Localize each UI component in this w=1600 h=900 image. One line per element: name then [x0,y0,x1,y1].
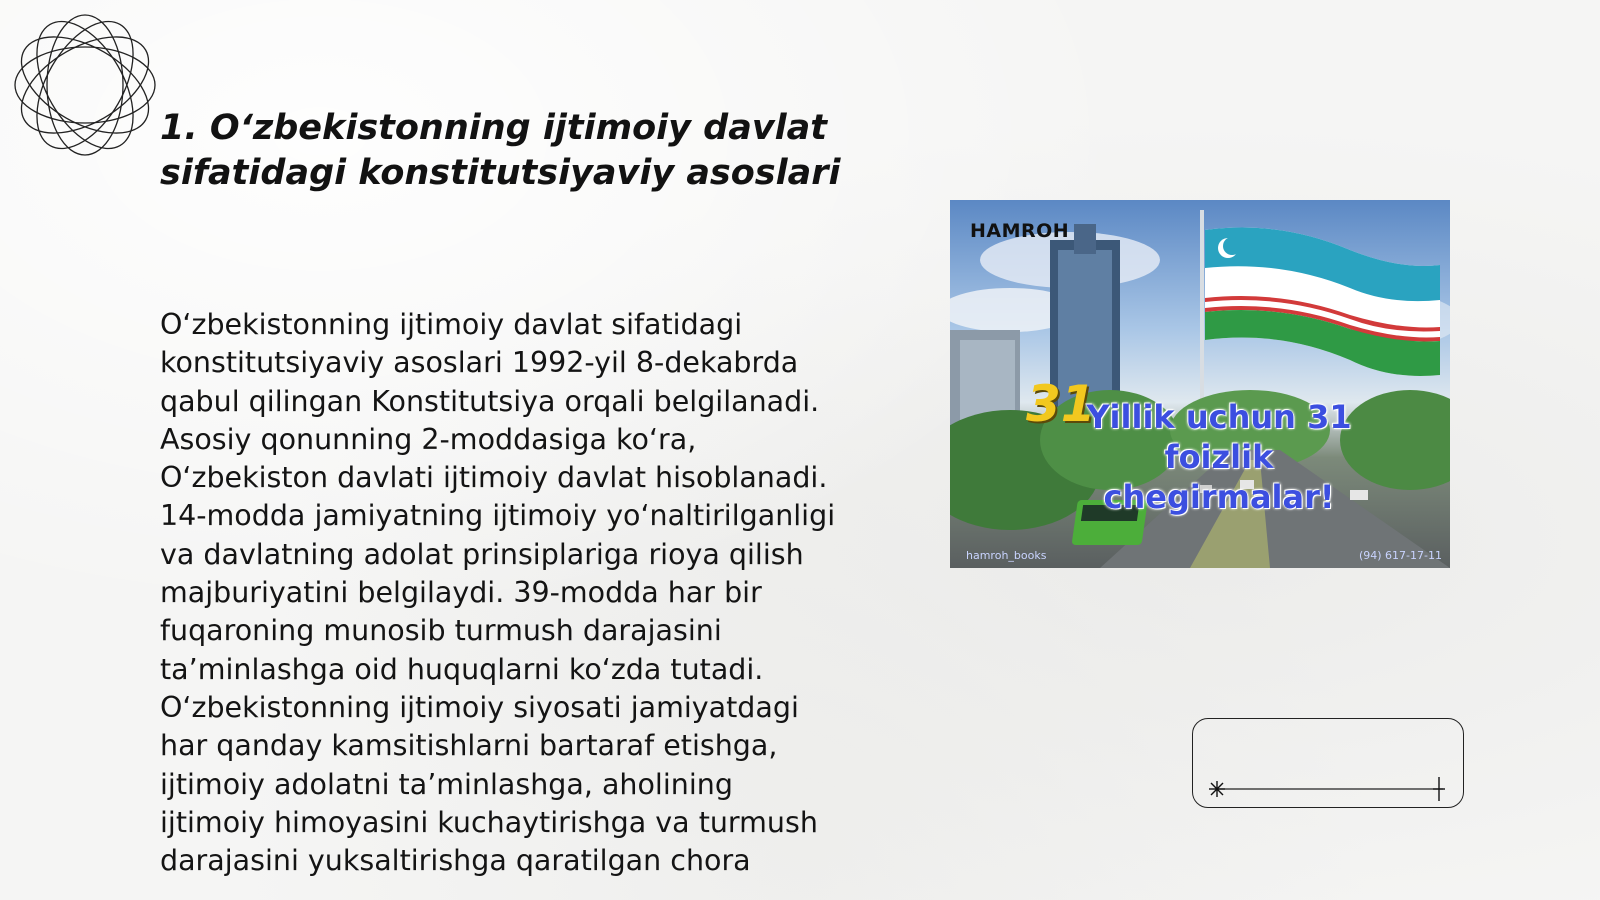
circle-rosette-icon [10,10,160,160]
promo-text: Yillik uchun 31 foizlik chegirmalar! [1086,398,1352,516]
promo-image [950,200,1450,568]
slide-title: 1. O‘zbekistonning ijtimoiy davlat sifatidagi konstitutsiyaviy asoslari [160,108,841,193]
image-caption-left: hamroh_books [966,549,1047,562]
body-paragraph: O‘zbekistonning ijtimoiy davlat sifatidagi konstitutsiyaviy asoslari 1992-yil 8-dekabrda qabul qilingan Konstitutsiya orqali belgilanadi. Asosiy qonunning 2-moddasiga ko‘ra, O‘zbekiston davlati ijtimoiy davlat hisoblanadi. 14-modda jamiyatning ijtimoiy yo‘naltirilganligi va davlatning adolat prinsiplariga rioya qilish majburiyatini belgilaydi. 39-modda har bir fuqaroning munosib turmush darajasini ta’minlashga oid huquqlarni ko‘zda tutadi. O‘zbekistonning ijtimoiy siyosati jamiyatdagi har qanday kamsitishlarni bartaraf etishga, ijtimoiy adolatni ta’minlashga, aholining ijtimoiy himoyasini kuchaytirishga va turmush darajasini yuksaltirishga qaratilgan chora [160,308,836,878]
brand-logo: HAMROH [970,220,1070,242]
decorative-frame [1192,718,1464,808]
promo-number: 31 [1026,375,1096,433]
sparkle-icon [1209,781,1225,797]
cross-star-icon [1433,777,1445,801]
image-caption-right: (94) 617-17-11 [1358,549,1442,562]
